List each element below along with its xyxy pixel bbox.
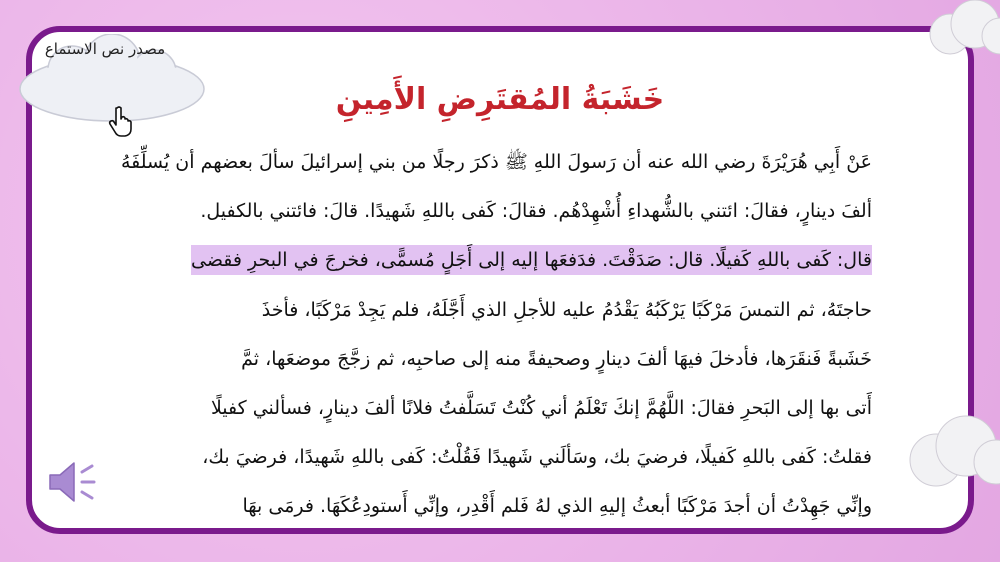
hand-pointer-icon — [104, 104, 138, 138]
decorative-cloud-bottom-right — [896, 410, 1000, 490]
paragraph-line: فقلتُ: كَفى باللهِ كَفيلًا، فرضيَ بك، وسَألَني شَهيدًا فَقُلْتُ: كَفى باللهِ شَهيدًا، فرضيَ بك، — [202, 446, 872, 469]
paragraph-line: وإنِّي جَهِدْتُ أن أجدَ مَرْكَبًا أبعثُ إليهِ الذي لهُ فَلم أَقْدِر، وإنِّي أَستودِعُكَهَا. فرمَى بهَا — [242, 495, 872, 518]
listening-source-label: مصدر نص الاستماع — [44, 40, 166, 58]
paragraph-line: ألفَ دينارٍ، فقالَ: ائتني بالشُّهداءِ أُشْهِدْهُم. فقالَ: كَفى باللهِ شَهيدًا. قالَ: فائتني بالكفيل. — [200, 200, 872, 223]
paragraph-line: أَتى بها إلى البَحرِ فقالَ: اللَّهُمَّ إنكَ تَعْلَمُ أني كُنْتُ تَسَلَّفتُ فلانًا ألفَ دينارٍ، فسألني كفيلًا — [210, 396, 872, 419]
story-paragraph — [120, 138, 872, 532]
page-title: خَشَبَةُ المُقتَرِضِ الأَمِينِ — [335, 82, 665, 117]
paragraph-line: حاجتَهُ، ثم التمسَ مَرْكَبًا يَرْكَبُهُ يَقْدُمُ عليه للأجلِ الذي أَجَّلَهُ، فلم يَجِدْ مَرْكَبًا، فأخذَ — [261, 298, 872, 321]
paragraph-line: خَشَبةً فَنقَرَها، فأدخلَ فيهَا ألفَ دينارٍ وصحيفةً منه إلى صاحبِه، ثم زجَّجَ موضعَها، ثمَّ — [241, 347, 872, 370]
decorative-cloud-top-right — [920, 0, 1000, 56]
paragraph-line-highlighted: قال: كَفى باللهِ كَفيلًا. قال: صَدَقْتَ. فدَفعَها إليه إلى أَجَلٍ مُسمًّى، فخرجَ في البحرِ فقضى — [120, 236, 872, 285]
paragraph-line: عَنْ أَبِي هُرَيْرَةَ رضي الله عنه أن رَسولَ اللهِ ﷺ ذكرَ رجلًا من بني إسرائيلَ سألَ بعضهم أن يُسلِّفَهُ — [120, 151, 872, 173]
speaker-icon[interactable] — [46, 458, 108, 506]
